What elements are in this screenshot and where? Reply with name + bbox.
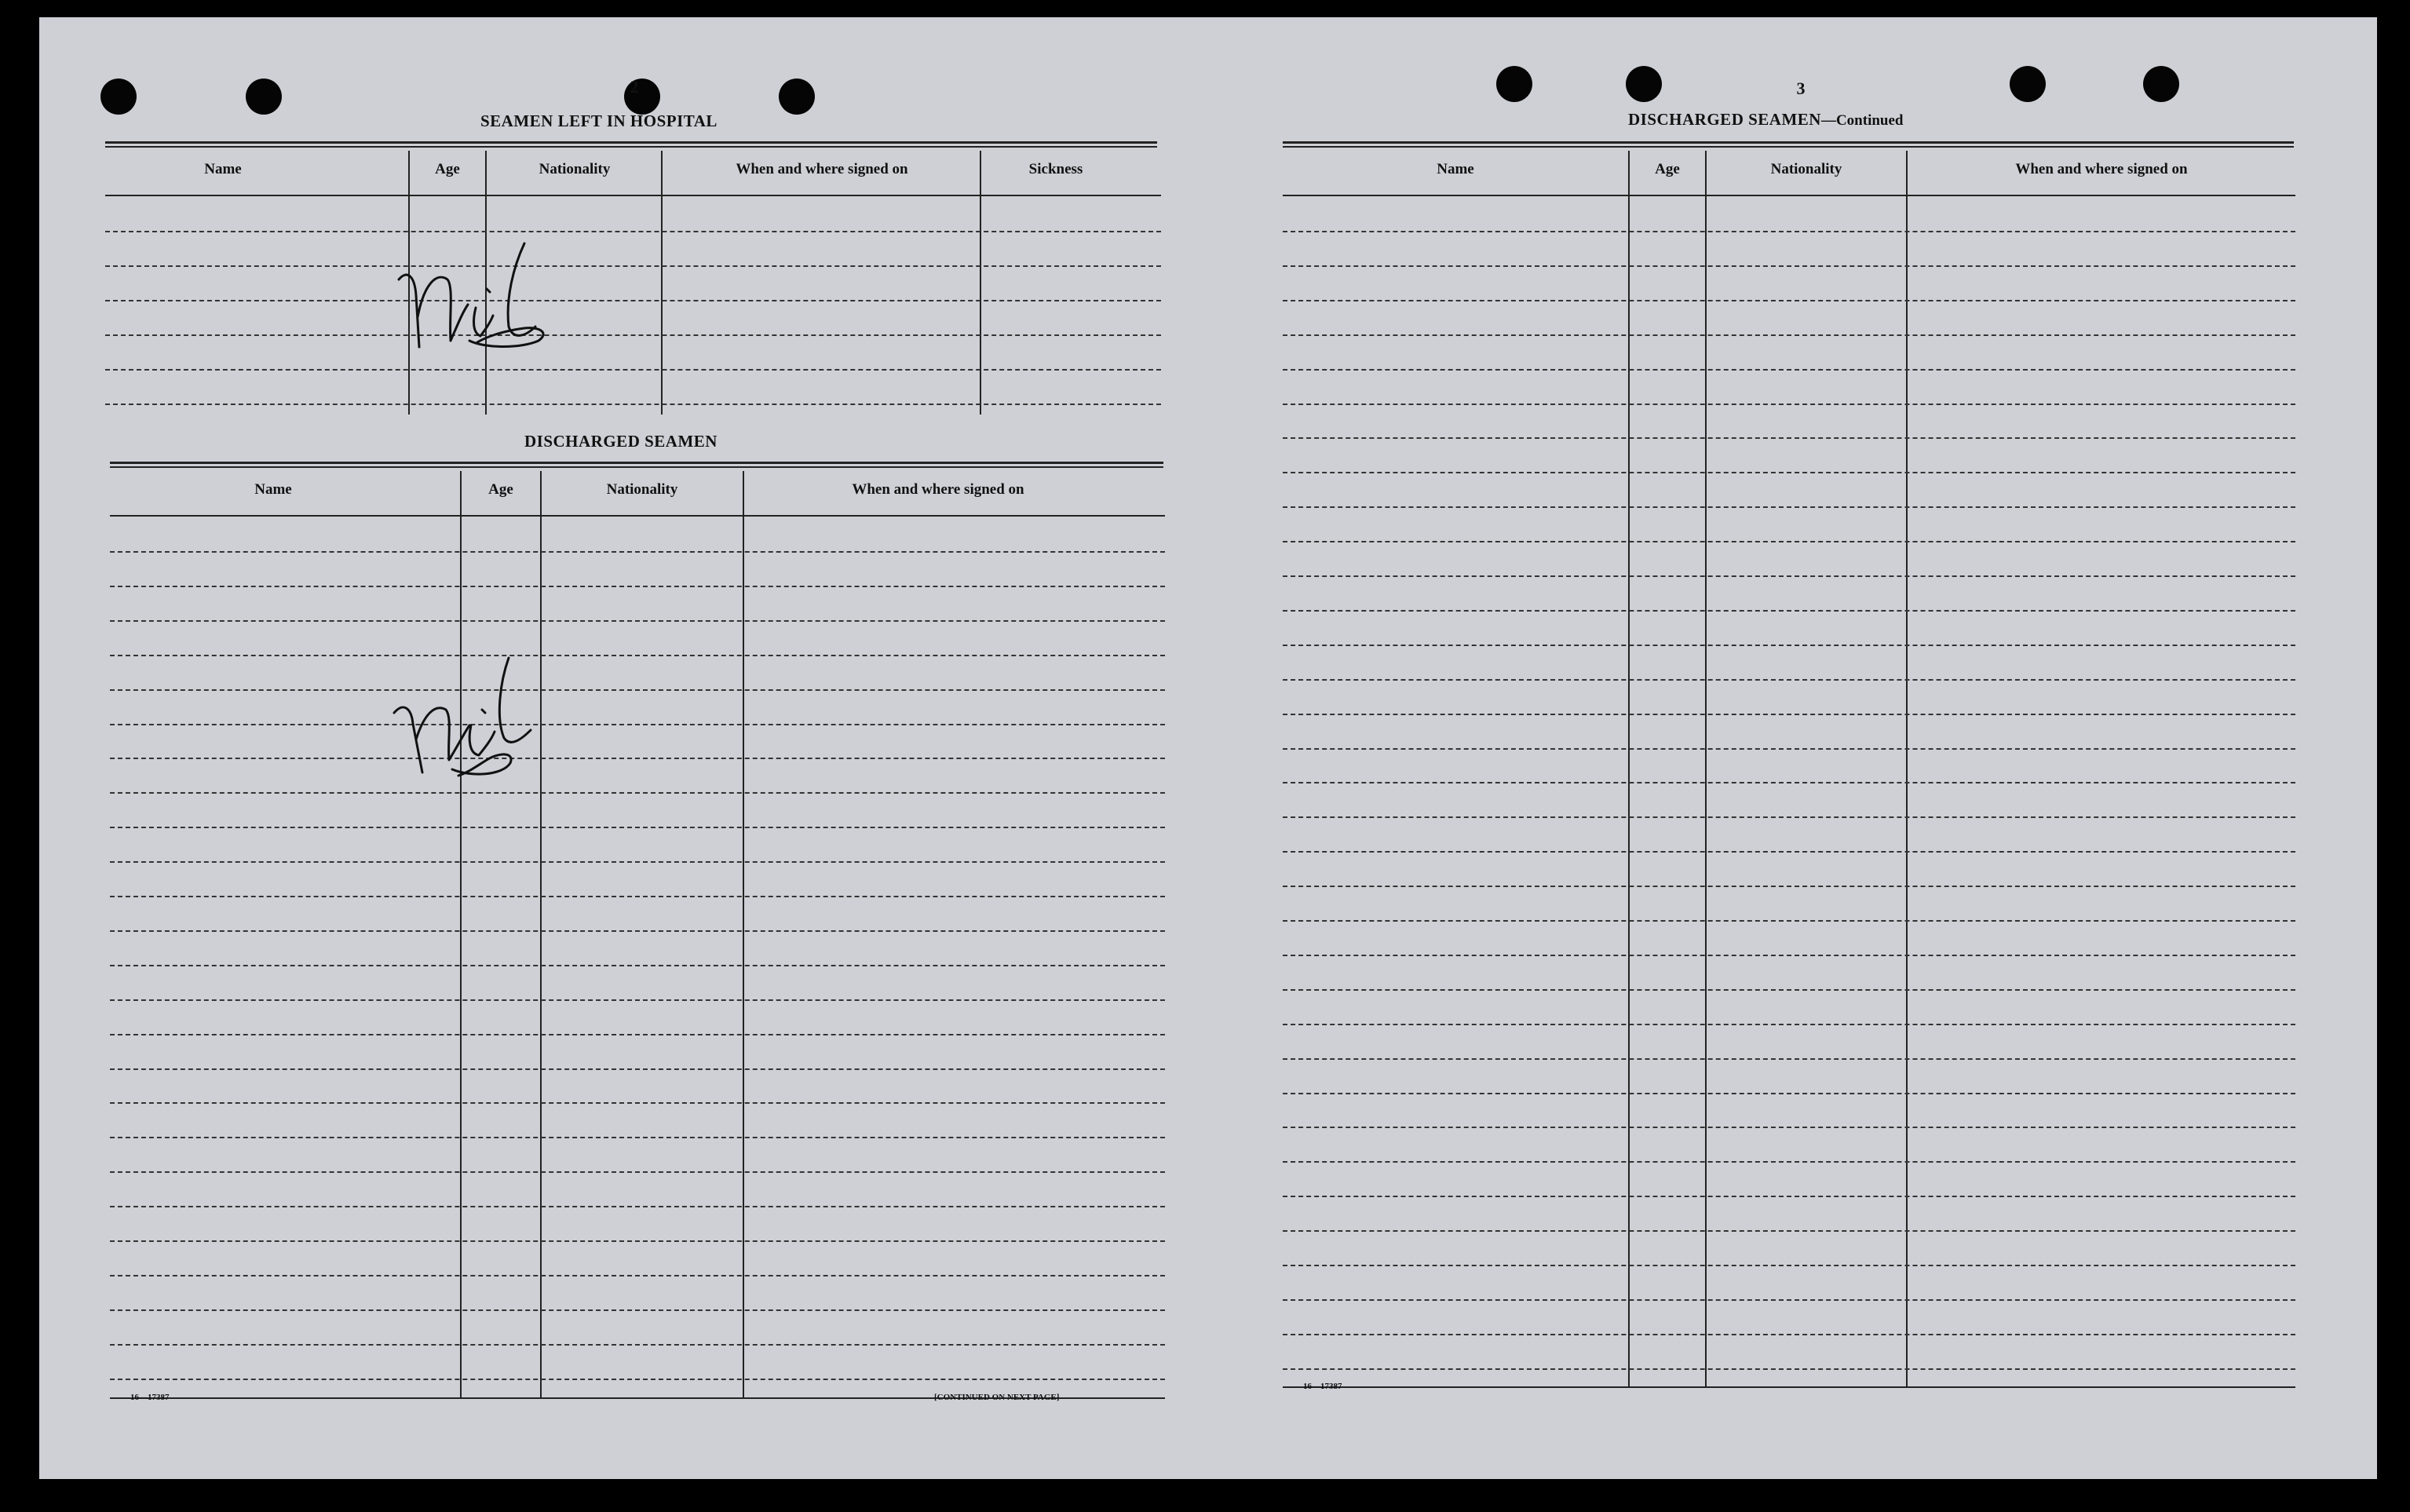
row-rule	[1283, 1161, 2295, 1163]
continued-title-suffix: —Continued	[1820, 112, 1904, 129]
column-header-name: Name	[254, 481, 292, 498]
nil-handwritten-entry	[377, 637, 565, 787]
page-number-right: 3	[1796, 79, 1806, 98]
column-header-name: Name	[204, 161, 242, 177]
row-rule	[110, 1240, 1165, 1242]
row-rule	[1283, 886, 2295, 887]
row-rule	[1283, 645, 2295, 646]
row-rule	[1283, 816, 2295, 818]
punch-hole	[100, 79, 137, 115]
row-rule	[110, 1309, 1165, 1311]
row-rule	[1283, 300, 2295, 301]
column-divider	[1628, 151, 1630, 1388]
row-rule	[1283, 1299, 2295, 1301]
column-header-nationality: Nationality	[1770, 161, 1842, 177]
row-rule	[110, 1206, 1165, 1207]
row-rule	[1283, 334, 2295, 336]
row-rule	[110, 1137, 1165, 1138]
row-rule	[105, 231, 1161, 232]
row-rule	[110, 689, 1165, 691]
row-rule	[110, 620, 1165, 622]
row-rule	[110, 930, 1165, 932]
row-rule	[110, 827, 1165, 828]
column-divider	[540, 471, 542, 1397]
column-header-signed-on: When and where signed on	[736, 161, 908, 177]
row-rule	[110, 999, 1165, 1001]
row-rule	[110, 586, 1165, 587]
row-rule	[1283, 231, 2295, 232]
row-rule	[1283, 1024, 2295, 1025]
document-sheet	[39, 17, 2377, 1479]
row-rule	[1283, 1093, 2295, 1094]
row-rule	[110, 792, 1165, 794]
row-rule	[1283, 610, 2295, 612]
row-rule	[110, 1275, 1165, 1276]
continued-note: [CONTINUED ON NEXT PAGE]	[934, 1393, 1060, 1402]
column-divider	[1906, 151, 1908, 1388]
row-rule	[1283, 265, 2295, 267]
row-rule	[110, 551, 1165, 553]
row-rule	[1283, 437, 2295, 439]
column-header-signed-on: When and where signed on	[2015, 161, 2188, 177]
hospital-section-title: SEAMEN LEFT IN HOSPITAL	[480, 111, 718, 130]
row-rule	[110, 1068, 1165, 1070]
column-header-age: Age	[435, 161, 460, 177]
punch-hole	[246, 79, 282, 115]
row-rule	[110, 1102, 1165, 1104]
row-rule	[110, 1344, 1165, 1346]
row-rule	[1283, 1334, 2295, 1335]
row-rule	[110, 965, 1165, 966]
row-rule	[1283, 541, 2295, 542]
nil-handwritten-entry	[375, 223, 579, 356]
row-rule	[1283, 920, 2295, 922]
row-rule	[110, 896, 1165, 897]
row-rule	[1283, 1127, 2295, 1128]
row-rule	[1283, 404, 2295, 405]
row-rule	[110, 861, 1165, 863]
row-rule	[105, 334, 1161, 336]
table-top-rule	[1283, 141, 2294, 148]
row-rule	[110, 1034, 1165, 1035]
column-header-name: Name	[1437, 161, 1474, 177]
row-rule	[1283, 748, 2295, 750]
form-number-right: 16—17387	[1303, 1382, 1342, 1391]
row-rule	[1283, 679, 2295, 681]
row-rule	[110, 724, 1165, 725]
punch-hole	[2010, 66, 2046, 102]
row-rule	[1283, 714, 2295, 715]
row-rule	[105, 265, 1161, 267]
row-rule	[1283, 369, 2295, 371]
discharged-section-title: DISCHARGED SEAMEN	[524, 432, 718, 451]
table-top-rule	[105, 141, 1157, 148]
row-rule	[105, 369, 1161, 371]
row-rule	[1283, 955, 2295, 956]
punch-hole	[1626, 66, 1662, 102]
punch-hole	[2143, 66, 2179, 102]
row-rule	[110, 758, 1165, 759]
column-header-sickness: Sickness	[1028, 161, 1083, 177]
row-rule	[1283, 506, 2295, 508]
row-rule	[110, 1171, 1165, 1173]
row-rule	[1283, 1368, 2295, 1370]
punch-hole	[779, 79, 815, 115]
table-top-rule	[110, 462, 1163, 468]
table-bottom-rule	[1283, 1386, 2295, 1388]
column-header-age: Age	[488, 481, 513, 498]
punch-hole	[1496, 66, 1532, 102]
column-divider	[980, 151, 981, 415]
row-rule	[1283, 575, 2295, 577]
column-divider	[661, 151, 663, 415]
row-rule	[1283, 782, 2295, 783]
row-rule	[105, 404, 1161, 405]
row-rule	[110, 655, 1165, 656]
column-divider	[1705, 151, 1707, 1388]
column-header-nationality: Nationality	[539, 161, 611, 177]
row-rule	[1283, 1196, 2295, 1197]
row-rule	[110, 1379, 1165, 1380]
row-rule	[1283, 989, 2295, 991]
column-divider	[743, 471, 744, 1397]
page-number-left: 2	[630, 77, 639, 97]
row-rule	[1283, 472, 2295, 473]
row-rule	[1283, 1058, 2295, 1060]
continued-section-title	[1628, 110, 1903, 130]
column-header-signed-on: When and where signed on	[852, 481, 1024, 498]
column-header-age: Age	[1655, 161, 1680, 177]
column-header-nationality: Nationality	[606, 481, 678, 498]
row-rule	[1283, 1265, 2295, 1266]
continued-title-text: DISCHARGED SEAMEN	[1628, 110, 1821, 129]
row-rule	[105, 300, 1161, 301]
row-rule	[1283, 851, 2295, 853]
column-divider	[460, 471, 462, 1397]
row-rule	[1283, 1230, 2295, 1232]
form-number-left: 16—17387	[130, 1393, 170, 1402]
